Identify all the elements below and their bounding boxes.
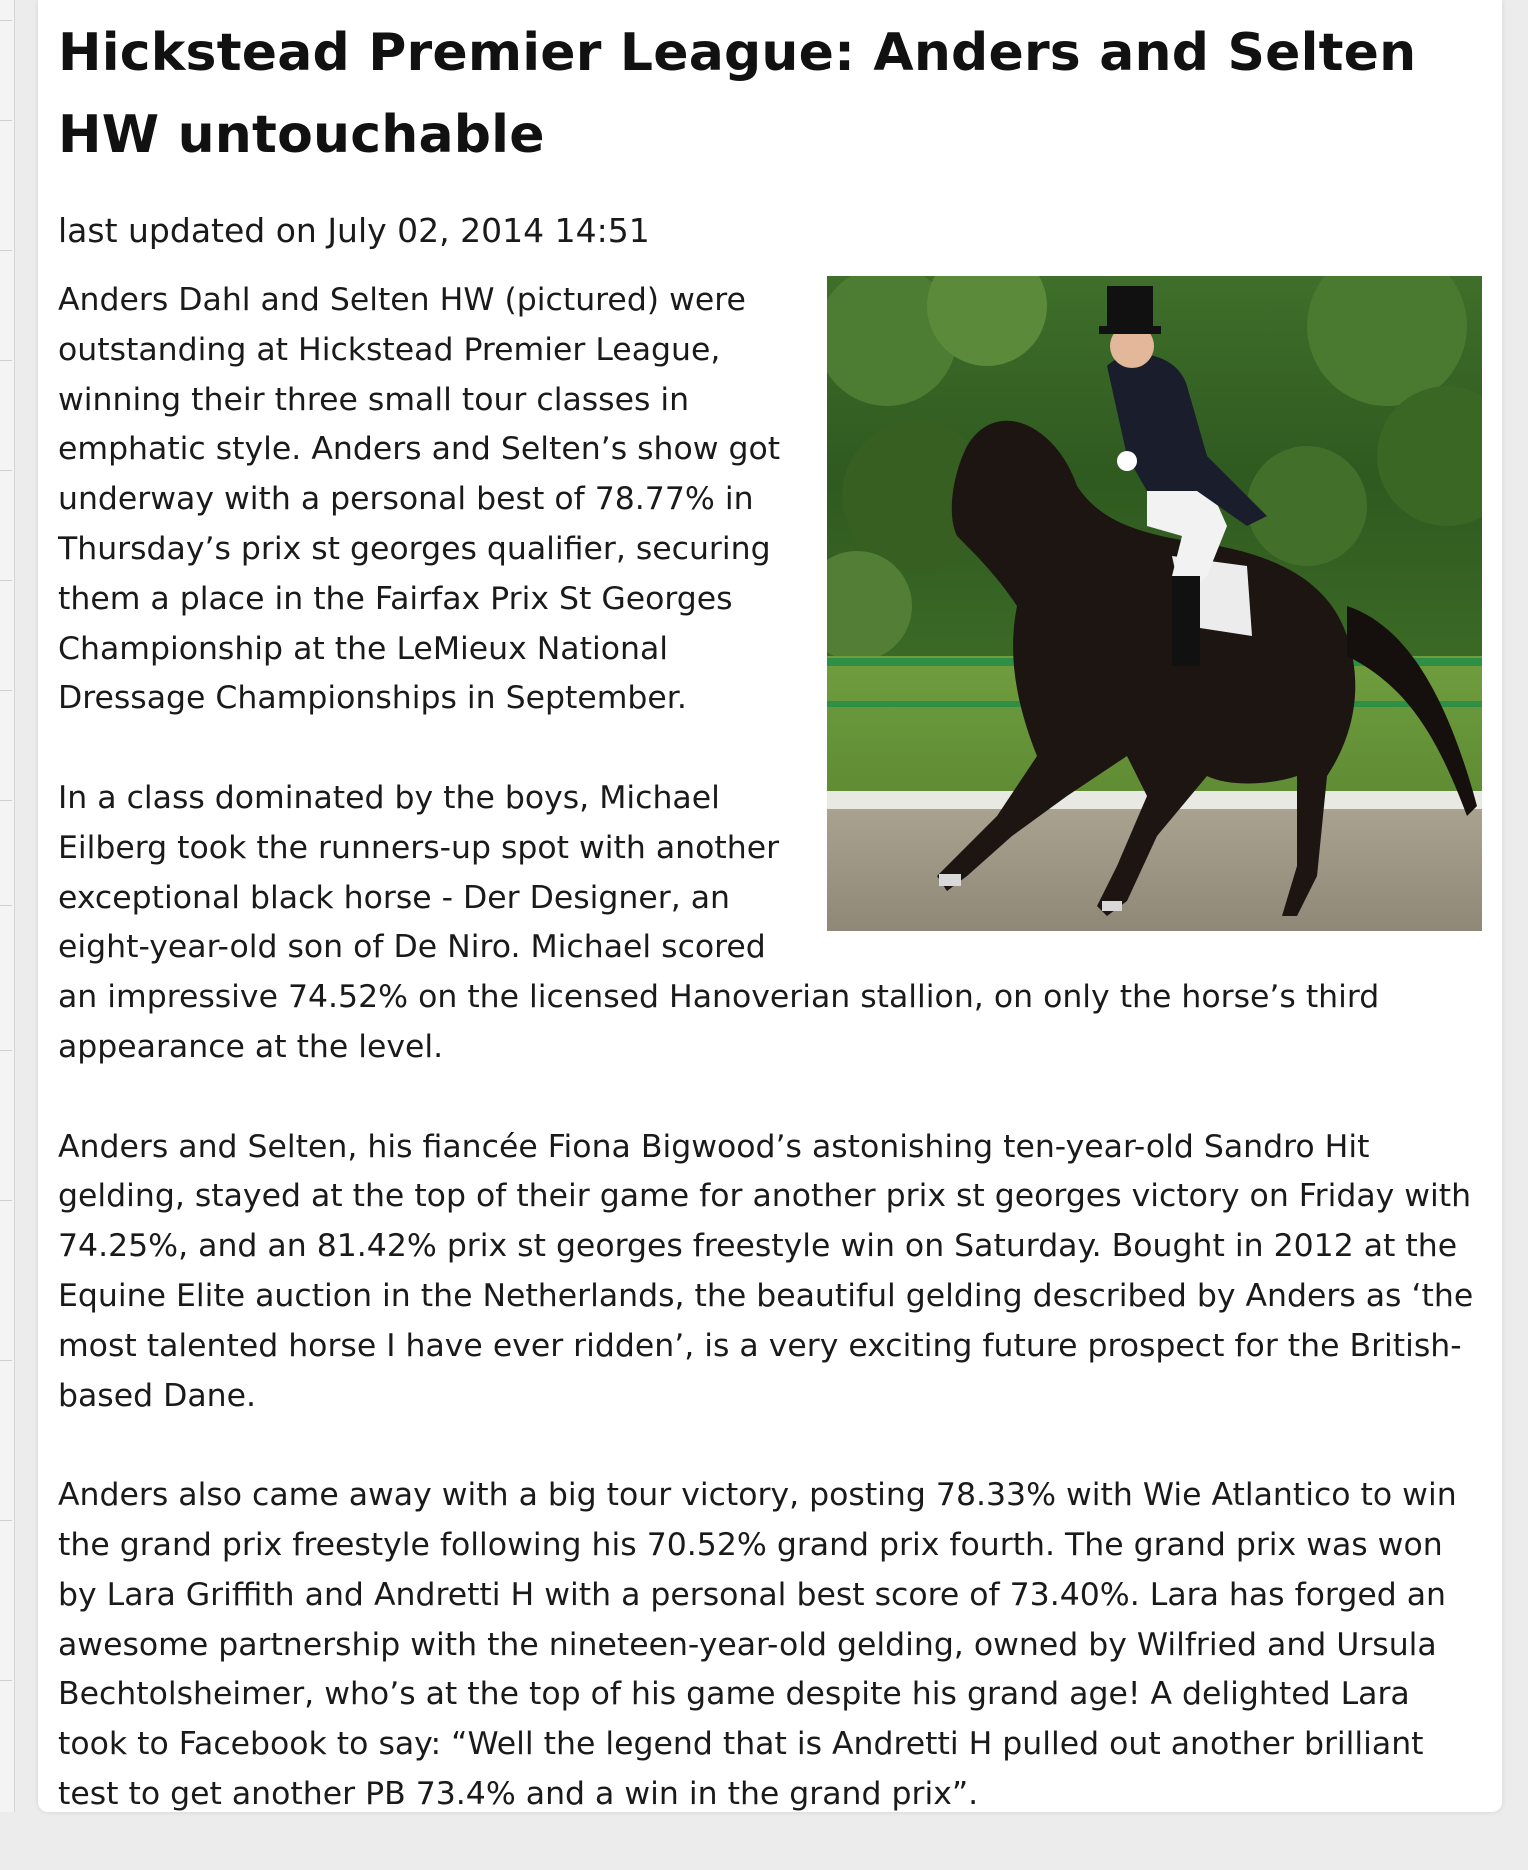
article-body bbox=[58, 276, 1482, 1820]
article-paragraph-1: Anders Dahl and Selten HW (pictured) were outstanding at Hickstead Premier League, winning their three small tour classes in emphatic style. Anders and Selten’s show got underway with a personal best of 78.77% in Thursday’s prix st georges qualifier, securing them a place in the Fairfax Prix St Georges Championship at the LeMieux National Dressage Championships in September. bbox=[58, 282, 781, 717]
last-updated-timestamp: last updated on July 02, 2014 14:51 bbox=[58, 211, 650, 250]
article-paragraph-4: Anders also came away with a big tour victory, posting 78.33% with Wie Atlantico to win the grand prix freestyle following his 70.52% grand prix fourth. The grand prix was won by Lara Griffith and Andretti H with a personal best score of 73.40%. Lara has forged an awesome partnership with the nineteen-year-old gelding, owned by Wilfried and Ursula Bechtolsheimer, who’s at the top of his game despite his grand age! A delighted Lara took to Facebook to say: “Well the legend that is Andretti H pulled out another brilliant test to get another PB 73.4% and a win in the grand prix”. bbox=[58, 1477, 1457, 1812]
article-photo-horse-rider bbox=[827, 276, 1482, 931]
article-title: Hickstead Premier League: Anders and Selten HW untouchable bbox=[58, 23, 1417, 165]
article-paragraph-2: In a class dominated by the boys, Michael Eilberg took the runners-up spot with another exceptional black horse - Der Designer, an eight-year-old son of De Niro. Michael scored an impressive 74.52% on the licensed Hanoverian stallion, on only the horse’s third appearance at the level. bbox=[58, 779, 1380, 1065]
left-edge-strip bbox=[0, 0, 15, 1812]
article-content bbox=[58, 0, 1482, 1870]
article-paragraph-3: Anders and Selten, his fiancée Fiona Bigwood’s astonishing ten-year-old Sandro Hit gelding, stayed at the top of their game for another prix st georges victory on Friday with 74.25%, and an 81.42% prix st georges freestyle win on Saturday. Bought in 2012 at the Equine Elite auction in the Netherlands, the beautiful gelding described by Anders as ‘the most talented horse I have ever ridden’, is a very exciting future prospect for the British-based Dane. bbox=[58, 1128, 1474, 1414]
article-card bbox=[38, 0, 1502, 1812]
